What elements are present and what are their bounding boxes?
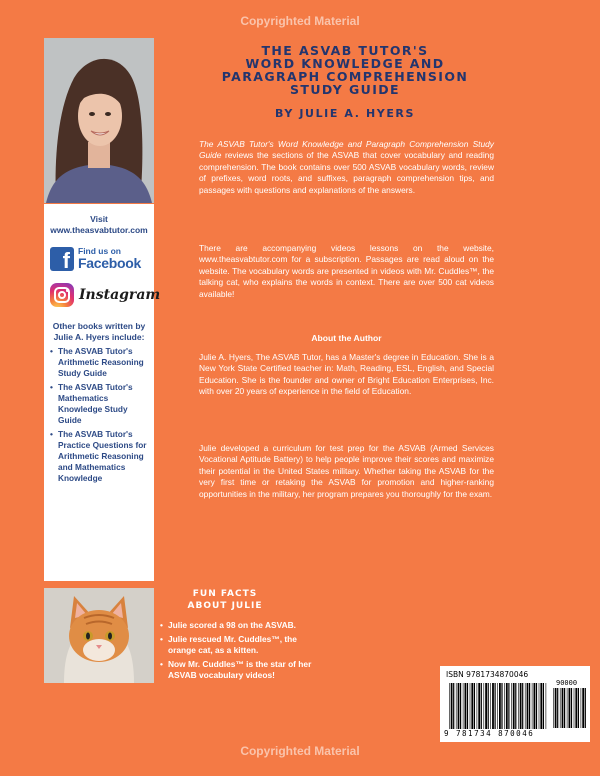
book-item: • The ASVAB Tutor's Mathematics Knowledge Study Guide xyxy=(50,382,148,426)
visit-block xyxy=(50,214,148,236)
book-title xyxy=(180,44,510,96)
book-list xyxy=(50,346,148,484)
title-line: WORD KNOWLEDGE AND xyxy=(245,56,445,71)
barcode-box xyxy=(440,666,590,742)
price-code: 90000 xyxy=(556,679,578,687)
facebook-wordmark: Facebook xyxy=(78,255,141,271)
other-books-heading: Other books written by Julie A. Hyers include: xyxy=(52,321,146,342)
instagram-row[interactable] xyxy=(50,283,161,307)
author-byline: BY JULIE A. HYERS xyxy=(274,107,416,120)
watermark-bottom: Copyrighted Material xyxy=(240,744,360,758)
title-line: STUDY GUIDE xyxy=(290,82,400,97)
fun-facts-title-line: ABOUT JULIE xyxy=(187,601,263,611)
facebook-row[interactable] xyxy=(50,246,148,271)
fun-fact-item: • Julie rescued Mr. Cuddles™, the orange cat, as a kitten. xyxy=(160,634,315,656)
book-title-italic: The ASVAB Tutor's Word Knowledge and Paragraph Comprehension Study Guide xyxy=(199,139,494,161)
fun-facts-list xyxy=(160,620,315,684)
watermark-top: Copyrighted Material xyxy=(240,14,360,28)
videos-paragraph: There are accompanying videos lessons on the website, www.theasvabtutor.com for a subscription. Passages are read aloud on the website. The vocabulary words are presented in videos with Mr. Cuddles™, the talking cat, who explains the words in context. There are over 500 cat videos available! xyxy=(199,243,494,299)
book-item: • The ASVAB Tutor's Arithmetic Reasoning Study Guide xyxy=(50,346,148,379)
facebook-small-text: Find us on xyxy=(78,246,121,256)
instagram-icon xyxy=(50,283,74,307)
title-line: PARAGRAPH COMPREHENSION xyxy=(221,69,469,84)
curriculum-paragraph: Julie developed a curriculum for test prep for the ASVAB (Armed Services Vocational Aptitude Battery) to help people improve their scores and maximize their potential in the United States military. Whether taking the ASVAB for the very first time or retaking the ASVAB for promotion and higher-ranking opportunities in the military, her program prepares you thoroughly for the exam. xyxy=(199,443,494,499)
isbn-label: ISBN 9781734870046 xyxy=(446,670,529,679)
about-author-heading: About the Author xyxy=(311,333,382,343)
cat-photo xyxy=(44,588,154,683)
author-bio-paragraph: Julie A. Hyers, The ASVAB Tutor, has a Master's degree in Education. She is a New York State Certified teacher in: Math, Reading, ESL, English, and Special Education. She is the founder and owner of Bright Education Enterprises, Inc. with over 20 years of experience in the field of Education. xyxy=(199,352,494,397)
title-line: THE ASVAB TUTOR'S xyxy=(261,43,429,58)
fun-fact-item: • Now Mr. Cuddles™ is the star of her ASVAB vocabulary videos! xyxy=(160,659,315,681)
fun-fact-item: • Julie scored a 98 on the ASVAB. xyxy=(160,620,315,631)
instagram-wordmark: Instagram xyxy=(79,287,161,303)
facebook-icon: f xyxy=(50,247,74,271)
fun-facts-title xyxy=(160,588,290,612)
author-photo xyxy=(44,38,154,203)
book-item: • The ASVAB Tutor's Practice Questions for Arithmetic Reasoning and Mathematics Knowledge xyxy=(50,429,148,484)
fun-facts-title-line: FUN FACTS xyxy=(192,589,258,599)
sidebar xyxy=(44,204,161,581)
website-link[interactable]: www.theasvabtutor.com xyxy=(50,225,148,235)
visit-label: Visit xyxy=(90,214,108,224)
addon-barcode-icon xyxy=(552,688,586,728)
description-rest: reviews the sections of the ASVAB that cover vocabulary and reading comprehension. The book contains over 500 ASVAB vocabulary words, review of prefixes, word roots, and suffixes, paragraph comprehension tips, and passages with questions and explanations of the answers. xyxy=(199,150,494,195)
barcode-digits: 9 781734 870046 xyxy=(444,729,535,738)
description-paragraph xyxy=(199,139,494,196)
barcode-icon xyxy=(448,683,548,729)
